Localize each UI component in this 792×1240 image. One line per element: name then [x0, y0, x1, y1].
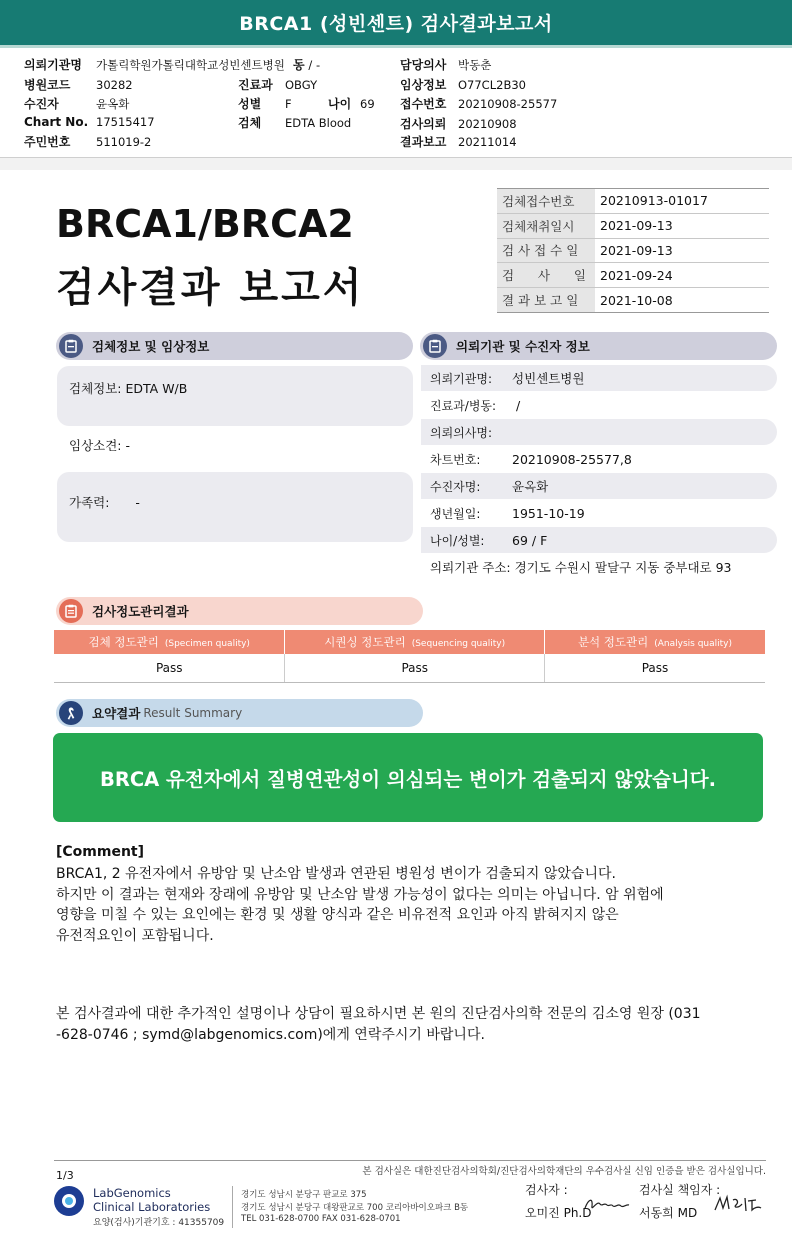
- examiner-name: 오미진 Ph.D: [525, 1206, 592, 1220]
- pt-specimen: 검체 EDTA Blood: [238, 116, 352, 130]
- patient-info-block: [0, 48, 792, 158]
- pt-department: 진료과 OBGY: [238, 78, 318, 92]
- pt-receipt-no: 접수번호 20210908-25577: [400, 97, 558, 111]
- comment-title: [Comment]: [56, 844, 145, 860]
- result-summary-text: BRCA 유전자에서 질병연관성이 의심되는 변이가 검출되지 않았습니다.: [99, 767, 717, 791]
- clinical-findings: 임상소견: -: [69, 438, 130, 453]
- qc-section-header: 검사정도관리결과: [56, 597, 423, 625]
- ribbon-icon: [59, 701, 83, 725]
- examiner-label: 검사자 :: [525, 1183, 568, 1197]
- clipboard-icon: [59, 334, 83, 358]
- specimen-section-header: 검체정보 및 임상정보: [56, 332, 413, 360]
- qc-col-sequencing: 시퀀싱 정도관리 (Sequencing quality): [285, 630, 544, 654]
- clipboard-icon: [423, 334, 447, 358]
- row-age-sex: 나이/성별: 69 / F: [421, 527, 777, 553]
- table-row: 검체접수번호 20210913-01017: [497, 189, 769, 214]
- lab-name-1: LabGenomics: [93, 1186, 171, 1200]
- row-chart-number: 차트번호: 20210908-25577,8: [430, 451, 632, 467]
- report-page: [0, 170, 792, 1240]
- lab-address-1: 경기도 성남시 분당구 판교로 375: [241, 1190, 367, 1200]
- table-row: [54, 654, 765, 682]
- result-summary-box: [53, 733, 763, 822]
- pt-report-date: 결과보고 20211014: [400, 135, 517, 149]
- footer-separator: [232, 1186, 233, 1228]
- director-signature: [712, 1192, 764, 1216]
- table-row: 검 사 접 수 일 2021-09-13: [497, 238, 769, 263]
- pt-resident-no: 주민번호 511019-2: [24, 135, 152, 149]
- qc-table: [54, 630, 765, 683]
- table-row: 결 과 보 고 일 2021-10-08: [497, 288, 769, 313]
- pt-clinical-info: 임상정보 O77CL2B30: [400, 78, 526, 92]
- specimen-info: 검체정보: EDTA W/B: [69, 381, 188, 396]
- summary-section-header: 요약결과 Result Summary: [56, 699, 423, 727]
- specimen-info-box: [57, 366, 413, 426]
- pt-chart-no: Chart No. 17515417: [24, 115, 155, 129]
- comment-line: 하지만 이 결과는 현재와 장래에 유방암 및 난소암 발생 가능성이 없다는 의미는 아닙니다. 암 위험에: [56, 886, 664, 903]
- lab-address-2: 경기도 성남시 분당구 대왕판교로 700 코리아바이오파크 B동: [241, 1203, 469, 1213]
- certification-note: 본 검사실은 대한진단검사의학회/진단검사의학재단의 우수검사실 신임 인증을 받은 검사실입니다.: [362, 1166, 766, 1177]
- comment-line: 유전적요인이 포함됩니다.: [56, 927, 214, 944]
- contact-line: -628-0746 ; symd@labgenomics.com)에게 연락주시기 바랍니다.: [56, 1027, 485, 1043]
- lab-code: 요양(검사)기관기호 : 41355709: [93, 1218, 225, 1228]
- pt-hospital-code: 병원코드 30282: [24, 78, 133, 92]
- contact-info: [56, 1004, 778, 1046]
- labgenomics-logo: [54, 1186, 84, 1216]
- comment-line: 영향을 미칠 수 있는 요인에는 환경 및 생활 양식과 같은 비유전적 요인과 아직 밝혀지지 않은: [56, 907, 619, 923]
- row-birth-date: 생년월일: 1951-10-19: [430, 505, 585, 521]
- qc-col-analysis: 분석 정도관리 (Analysis quality): [544, 630, 765, 654]
- pt-request-date: 검사의뢰 20210908: [400, 117, 517, 131]
- contact-line: 본 검사결과에 대한 추가적인 설명이나 상담이 필요하시면 본 원의 진단검사의학 전문의 김소영 원장 (031: [56, 1006, 701, 1022]
- pt-patient: 수진자 윤옥화: [24, 97, 130, 111]
- institution-section-header: 의뢰기관 및 수진자 정보: [420, 332, 777, 360]
- comment-body: [56, 864, 776, 946]
- qc-value-sequencing: Pass: [285, 654, 544, 682]
- director-label: 검사실 책임자 :: [639, 1183, 721, 1197]
- comment-line: BRCA1, 2 유전자에서 유방암 및 난소암 발생과 연관된 병원성 변이가 검출되지 않았습니다.: [56, 866, 616, 882]
- pt-ward: 동 / -: [293, 58, 321, 72]
- row-department-ward: 진료과/병동: /: [430, 397, 521, 413]
- table-row: 검 사 일 2021-09-24: [497, 263, 769, 288]
- report-banner: [0, 0, 792, 48]
- table-row: 검체채취일시 2021-09-13: [497, 213, 769, 238]
- row-institution-address: 의뢰기관 주소: 경기도 수원시 팔달구 지동 중부대로 93: [430, 560, 732, 575]
- family-history-box: [57, 472, 413, 542]
- pt-age: 나이 69: [328, 97, 375, 111]
- footer-divider: [54, 1160, 766, 1161]
- banner-title: BRCA1 (성빈센트) 검사결과보고서: [239, 13, 553, 35]
- row-patient-name: 수진자명: 윤옥화: [421, 473, 777, 499]
- report-title-line2: 검사결과 보고서: [56, 265, 365, 311]
- row-doctor-name: 의뢰의사명:: [421, 419, 777, 445]
- report-title-line1: BRCA1/BRCA2: [56, 202, 354, 246]
- family-history-value: -: [135, 495, 140, 510]
- receipt-table: [497, 188, 769, 313]
- pt-institution: 의뢰기관명 가톨릭학원가톨릭대학교성빈센트병원: [24, 58, 285, 72]
- checklist-icon: [59, 599, 83, 623]
- pt-doctor: 담당의사 박동춘: [400, 58, 492, 72]
- examiner-signature: [583, 1194, 631, 1216]
- director-name: 서동희 MD: [639, 1206, 698, 1220]
- lab-name-2: Clinical Laboratories: [93, 1200, 211, 1214]
- family-history-label: 가족력:: [69, 495, 110, 510]
- qc-value-specimen: Pass: [54, 654, 285, 682]
- row-institution-name: 의뢰기관명: 성빈센트병원: [421, 365, 777, 391]
- lab-phone: TEL 031-628-0700 FAX 031-628-0701: [241, 1214, 401, 1224]
- qc-col-specimen: 검체 정도관리 (Specimen quality): [54, 630, 285, 654]
- table-header-row: [54, 630, 765, 654]
- page-number: 1/3: [56, 1169, 74, 1182]
- pt-sex: 성별 F: [238, 97, 292, 111]
- qc-value-analysis: Pass: [544, 654, 765, 682]
